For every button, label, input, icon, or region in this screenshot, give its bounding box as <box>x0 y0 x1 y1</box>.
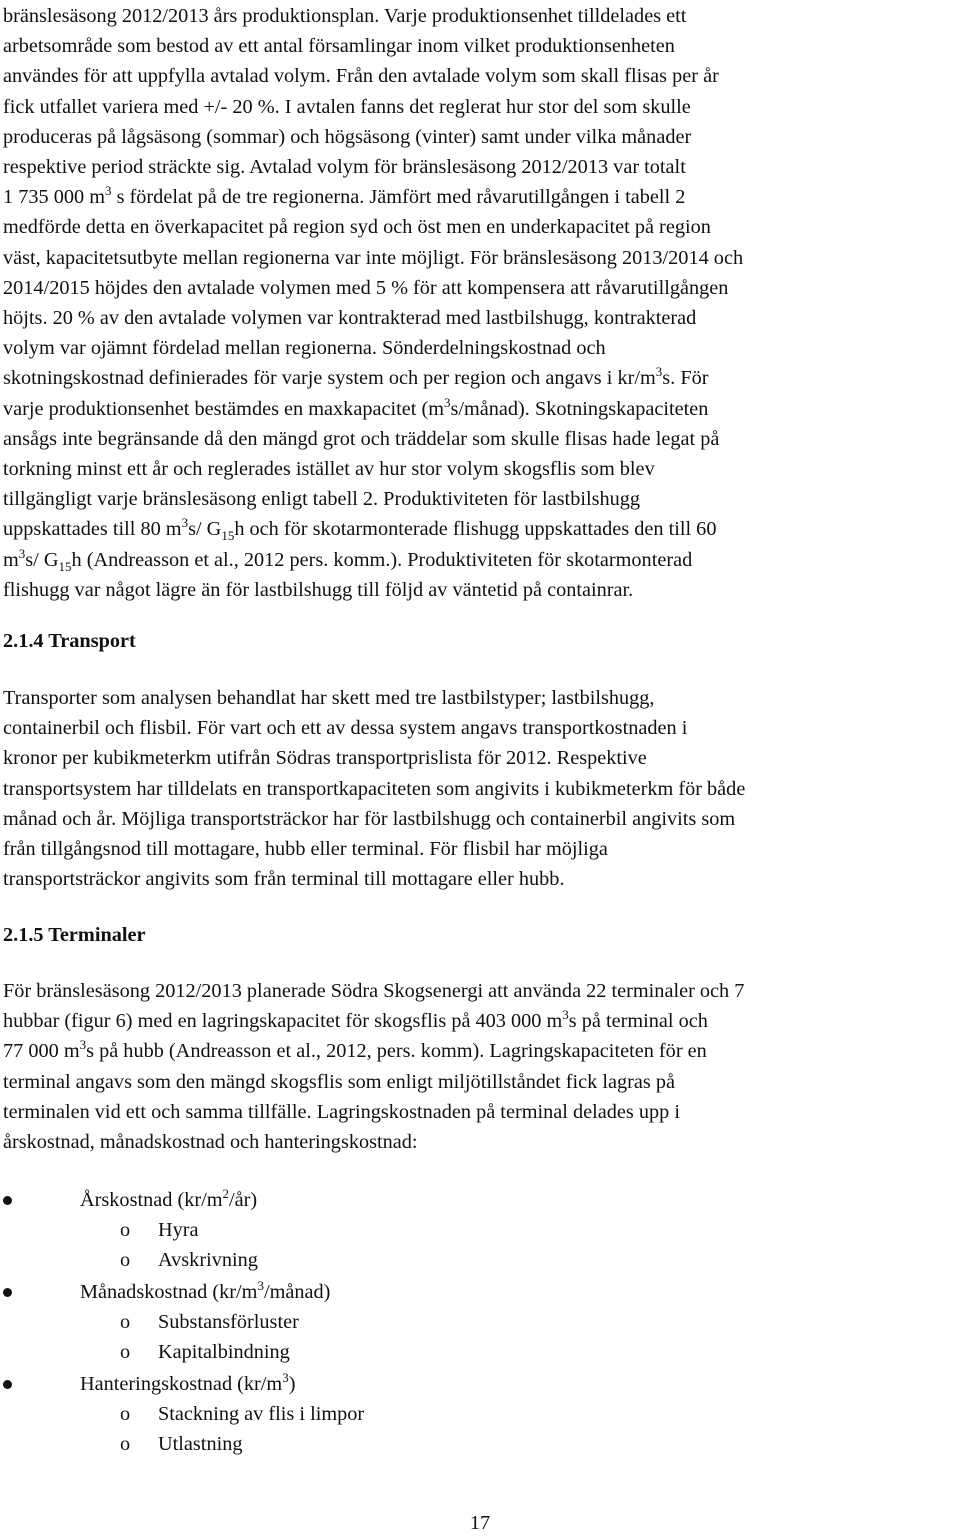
text-run: uppskattades till 80 m <box>3 518 182 541</box>
text-run: m <box>3 548 19 571</box>
text-line <box>3 514 743 544</box>
text-run: s. För <box>662 367 709 390</box>
text-line: Transporter som analysen behandlat har skett med tre lastbilstyper; lastbilshugg, <box>3 687 655 709</box>
superscript: 3 <box>104 183 112 199</box>
text-run: s fördelat på de tre regionerna. Jämfört med råvarutillgången i tabell 2 <box>116 186 686 209</box>
text-line: användes för att uppfylla avtalad volym. Från den avtalade volym som skall flisas per år <box>3 65 719 88</box>
text-run: s/ G <box>25 548 59 571</box>
superscript: 3 <box>655 364 663 380</box>
text-run: varje produktionsenhet bestämdes en maxkapacitet (m <box>3 397 444 420</box>
text-line: transportsträckor angivits som från terminal till mottagare eller hubb. <box>3 868 565 891</box>
text-line: torkning minst ett år och reglerades istället av hur stor volym skogsflis som blev <box>3 458 655 481</box>
text-run: Årskostnad (kr/m <box>80 1189 223 1211</box>
text-run: 1 735 000 m <box>3 186 105 209</box>
text-line: ansågs inte begränsande då den mängd grot och träddelar som skulle flisas hade legat på <box>3 427 720 450</box>
sub-list-item-text: Avskrivning <box>158 1249 258 1271</box>
sub-bullet-icon: o <box>120 1311 131 1333</box>
text-run: hubbar (figur 6) med en lagringskapacitet för skogsflis på 403 000 m <box>3 1010 563 1033</box>
sub-list-item-text: Hyra <box>158 1219 199 1241</box>
text-run: s/månad). Skotningskapaciteten <box>450 397 709 420</box>
sub-bullet-icon: o <box>120 1433 131 1455</box>
subscript: 15 <box>221 528 235 544</box>
bullet-icon <box>3 1288 12 1297</box>
text-line: terminal angavs som den mängd skogsflis som enligt miljötillståndet fick lagras på <box>3 1070 675 1093</box>
text-line: medförde detta en överkapacitet på region syd och öst men en underkapacitet på region <box>3 216 711 239</box>
text-run: /månad) <box>263 1281 331 1303</box>
superscript: 3 <box>443 394 451 410</box>
text-run: Hanteringskostnad (kr/m <box>80 1373 283 1395</box>
text-line <box>3 394 743 424</box>
list-item-text <box>80 1277 330 1307</box>
text-line: väst, kapacitetsutbyte mellan regionerna var inte möjligt. För bränslesäsong 2013/2014 och <box>3 246 744 269</box>
text-run: s/ G <box>188 518 222 541</box>
text-line: transportsystem har tilldelats en transportkapaciteten som angivits i kubikmeterkm för både <box>3 777 746 800</box>
text-line <box>3 363 743 393</box>
list-item-text <box>80 1185 257 1215</box>
text-line: respektive period sträckte sig. Avtalad volym för bränslesäsong 2012/2013 var totalt <box>3 156 686 179</box>
sub-bullet-icon: o <box>120 1403 131 1425</box>
superscript: 3 <box>257 1278 264 1293</box>
text-line <box>3 182 743 212</box>
section-heading: 2.1.5 Terminaler <box>3 924 146 946</box>
superscript: 3 <box>18 545 26 561</box>
text-run: h och för skotarmonterade flishugg uppskattades den till 60 <box>234 518 717 541</box>
text-line: 2014/2015 höjdes den avtalade volymen med 5 % för att kompensera att råvarutillgången <box>3 276 729 299</box>
text-line: terminalen vid ett och samma tillfälle. Lagringskostnaden på terminal delades upp i <box>3 1100 680 1123</box>
superscript: 3 <box>181 515 189 531</box>
text-line: produceras på lågsäsong (sommar) och högsäsong (vinter) samt under vilka månader <box>3 125 692 148</box>
text-run: Månadskostnad (kr/m <box>80 1281 258 1303</box>
text-line: volym var ojämnt fördelad mellan regionerna. Sönderdelningskostnad och <box>3 337 606 360</box>
paragraph-production-plan <box>3 1 743 605</box>
text-run: 77 000 m <box>3 1040 80 1063</box>
paragraph-transport <box>3 683 745 894</box>
text-line <box>3 545 743 575</box>
section-heading: 2.1.4 Transport <box>3 630 136 652</box>
text-line: arbetsområde som bestod av ett antal församlingar inom vilket produktionsenheten <box>3 35 675 58</box>
text-run: ) <box>288 1373 296 1395</box>
subscript: 15 <box>58 558 72 574</box>
list-item-text <box>80 1369 295 1399</box>
section-heading-terminaler <box>3 920 146 950</box>
text-run: s på terminal och <box>568 1010 708 1033</box>
text-line: bränslesäsong 2012/2013 års produktionsplan. Varje produktionsenhet tilldelades ett <box>3 5 687 27</box>
text-run: skotningskostnad definierades för varje system och per region och angavs i kr/m <box>3 367 656 390</box>
sub-list-item-text: Kapitalbindning <box>158 1341 290 1363</box>
text-line: kronor per kubikmeterkm utifrån Södras transportprislista för 2012. Respektive <box>3 747 647 770</box>
sub-bullet-icon: o <box>120 1341 131 1363</box>
superscript: 3 <box>562 1007 569 1023</box>
text-line: För bränslesäsong 2012/2013 planerade Södra Skogsenergi att använda 22 terminaler och 7 <box>3 980 745 1002</box>
text-line: månad och år. Möjliga transportsträckor har för lastbilshugg och containerbil angivits som <box>3 807 736 830</box>
text-line: tillgängligt varje bränslesäsong enligt tabell 2. Produktiviteten för lastbilshugg <box>3 488 641 511</box>
superscript: 3 <box>282 1370 289 1385</box>
text-line: fick utfallet variera med +/- 20 %. I avtalen fanns det reglerat hur stor del som skulle <box>3 95 691 118</box>
text-run: h (Andreasson et al., 2012 pers. komm.). Produktiviteten för skotarmonterad <box>71 548 693 571</box>
section-heading-transport <box>3 626 136 656</box>
text-line: årskostnad, månadskostnad och hanteringskostnad: <box>3 1131 418 1154</box>
text-line: från tillgångsnod till mottagare, hubb eller terminal. För flisbil har möjliga <box>3 838 608 861</box>
text-line <box>3 1006 744 1036</box>
page-number: 17 <box>469 1512 491 1534</box>
paragraph-terminaler <box>3 976 744 1157</box>
text-run: s på hubb (Andreasson et al., 2012, pers. komm). Lagringskapaciteten för en <box>86 1040 707 1063</box>
bullet-icon <box>3 1380 12 1389</box>
sub-bullet-icon: o <box>120 1219 131 1241</box>
superscript: 3 <box>79 1037 87 1053</box>
text-run: /år) <box>229 1189 258 1211</box>
text-line: flishugg var något lägre än för lastbilshugg till följd av väntetid på containrar. <box>3 578 634 601</box>
bullet-icon <box>3 1196 12 1205</box>
text-line <box>3 1036 744 1066</box>
superscript: 2 <box>222 1186 230 1201</box>
sub-list-item-text: Stackning av flis i limpor <box>158 1403 365 1425</box>
sub-bullet-icon: o <box>120 1249 131 1271</box>
sub-list-item-text: Substansförluster <box>158 1311 299 1333</box>
text-line: containerbil och flisbil. För vart och ett av dessa system angavs transportkostnaden i <box>3 717 688 740</box>
sub-list-item-text: Utlastning <box>158 1433 243 1455</box>
text-line: höjts. 20 % av den avtalade volymen var kontrakterad med lastbilshugg, kontrakterad <box>3 307 697 330</box>
